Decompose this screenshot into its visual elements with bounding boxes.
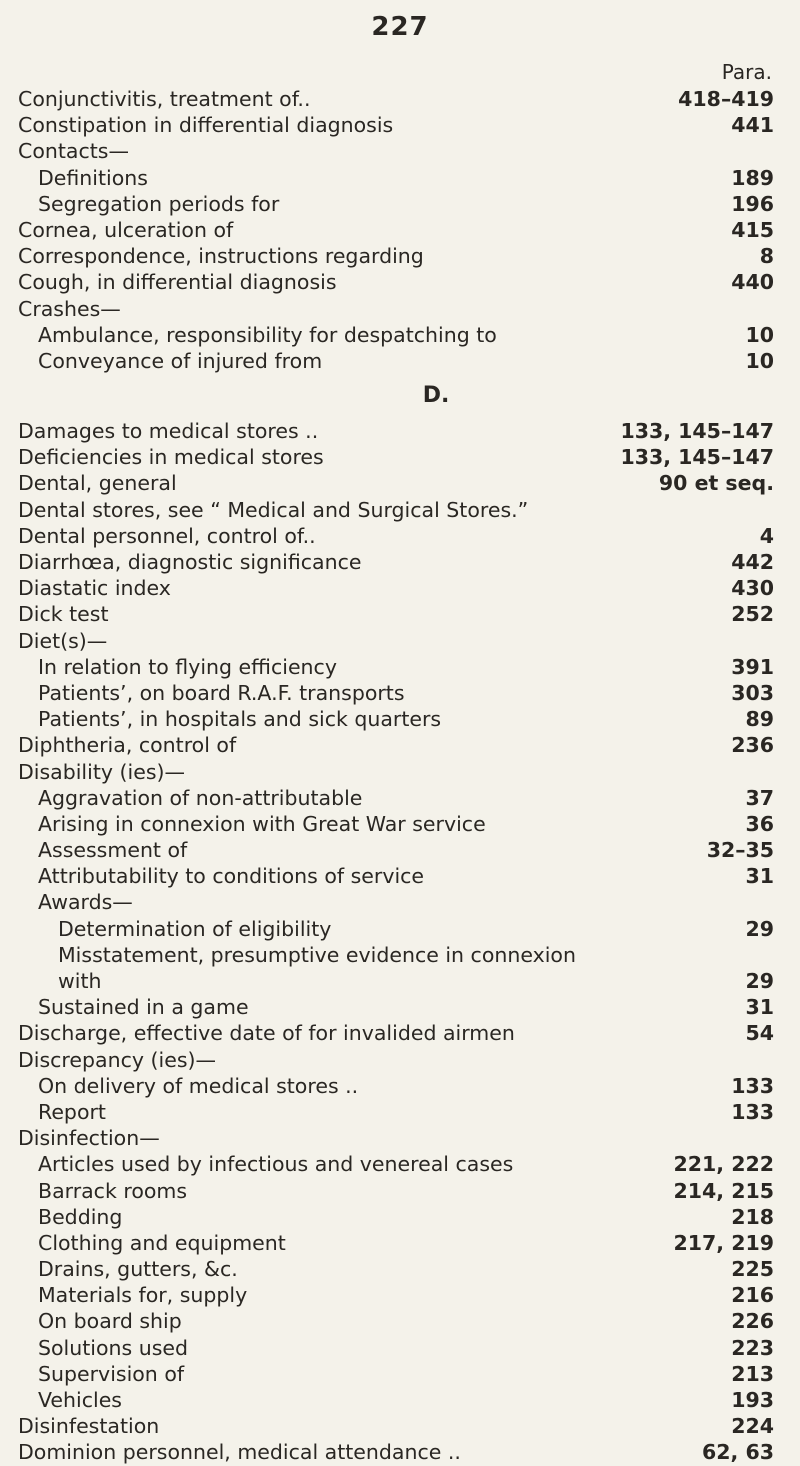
index-entry <box>18 86 774 112</box>
index-entry <box>18 1151 774 1177</box>
entry-paragraph-ref: 440 <box>731 270 774 295</box>
entry-paragraph-ref: 196 <box>731 191 774 216</box>
index-entry <box>18 732 774 758</box>
entry-paragraph-ref: 224 <box>731 1414 774 1439</box>
entry-paragraph-ref: 90 et seq. <box>658 471 774 496</box>
entry-text: Correspondence, instructions regarding <box>18 244 424 269</box>
entry-text: Supervision of <box>38 1361 185 1386</box>
entry-paragraph-ref: 225 <box>731 1257 774 1282</box>
index-entry <box>18 680 774 706</box>
entry-text: Diphtheria, control of <box>18 733 237 758</box>
index-entry <box>18 444 774 470</box>
entry-paragraph-ref: 37 <box>745 785 774 810</box>
index-entry <box>18 1204 774 1230</box>
entry-text: Definitions <box>38 165 148 190</box>
entry-text: Attributability to conditions of service <box>38 864 425 889</box>
entry-paragraph-ref: 216 <box>731 1283 774 1308</box>
index-entry <box>18 243 774 269</box>
entry-text: Discharge, effective date of for invalided airmen <box>18 1021 515 1046</box>
entry-text: Segregation periods for <box>38 191 280 216</box>
entry-text: Solutions used <box>38 1335 189 1360</box>
index-entry <box>18 994 774 1020</box>
entry-paragraph-ref: 62, 63 <box>702 1440 774 1465</box>
entry-paragraph-ref: 133 <box>731 1099 774 1124</box>
index-entry <box>18 418 774 444</box>
index-entry <box>18 138 774 164</box>
index-entries <box>18 86 774 1466</box>
index-entry <box>18 601 774 627</box>
index-entry <box>18 1230 774 1256</box>
index-entry <box>18 785 774 811</box>
entry-paragraph-ref: 31 <box>745 864 774 889</box>
index-entry <box>18 217 774 243</box>
entry-paragraph-ref: 221, 222 <box>673 1152 774 1177</box>
entry-text: In relation to flying efficiency <box>38 654 337 679</box>
entry-text: Report <box>38 1099 106 1124</box>
entry-paragraph-ref: 36 <box>745 811 774 836</box>
entry-paragraph-ref: 8 <box>759 244 774 269</box>
index-entry <box>18 1439 774 1465</box>
index-entry <box>18 1020 774 1046</box>
entry-text: Dental stores, see “ Medical and Surgical Stores.” <box>18 497 529 522</box>
entry-text: Conjunctivitis, treatment of.. <box>18 87 311 111</box>
entry-paragraph-ref: 189 <box>731 165 774 190</box>
entry-text: Crashes— <box>18 296 121 321</box>
entry-paragraph-ref: 214, 215 <box>673 1178 774 1203</box>
index-entry <box>18 497 774 523</box>
entry-paragraph-ref: 29 <box>745 916 774 941</box>
entry-text: Determination of eligibility <box>58 916 332 941</box>
entry-text: Materials for, supply <box>38 1283 248 1308</box>
entry-paragraph-ref: 418–419 <box>678 87 774 111</box>
entry-paragraph-ref: 441 <box>731 113 774 138</box>
entry-paragraph-ref: 29 <box>745 969 774 993</box>
index-entry <box>18 269 774 295</box>
entry-text: Vehicles <box>38 1388 122 1412</box>
entry-paragraph-ref: 218 <box>731 1204 774 1229</box>
index-entry <box>18 654 774 680</box>
entry-text: with <box>58 969 102 993</box>
entry-text: Contacts— <box>18 139 129 164</box>
index-entry <box>18 112 774 138</box>
entry-text: Conveyance of injured from <box>38 348 323 373</box>
entry-text: Sustained in a game <box>38 995 249 1020</box>
entry-paragraph-ref: 54 <box>745 1021 774 1046</box>
entry-text: Barrack rooms <box>38 1178 188 1203</box>
entry-paragraph-ref: 89 <box>745 707 774 732</box>
index-entry <box>18 191 774 217</box>
index-entry <box>18 1413 774 1439</box>
entry-text: Diarrhœa, diagnostic significance <box>18 550 362 574</box>
index-entry <box>18 1073 774 1099</box>
entry-paragraph-ref: 303 <box>731 680 774 705</box>
index-entry <box>18 1125 774 1151</box>
index-entry <box>18 322 774 348</box>
entry-text: Deficiencies in medical stores <box>18 445 324 470</box>
entry-paragraph-ref: 133, 145–147 <box>620 445 774 470</box>
index-entry <box>18 628 774 654</box>
index-entry <box>18 706 774 732</box>
index-entry <box>18 837 774 863</box>
index-entry <box>18 1047 774 1073</box>
entry-text: Dental personnel, control of.. <box>18 523 316 548</box>
index-entry <box>18 348 774 374</box>
entry-paragraph-ref: 133, 145–147 <box>620 419 774 444</box>
entry-text: Dick test <box>18 602 109 627</box>
entry-text: Patients’, on board R.A.F. transports <box>38 680 405 705</box>
index-entry <box>18 470 774 496</box>
entry-text: Disability (ies)— <box>18 759 185 784</box>
entry-text: Patients’, in hospitals and sick quarters <box>38 707 442 732</box>
index-entry <box>18 889 774 915</box>
entry-paragraph-ref: 391 <box>731 654 774 679</box>
index-entry <box>18 811 774 837</box>
entry-paragraph-ref: 32–35 <box>706 838 774 863</box>
entry-text: Discrepancy (ies)— <box>18 1047 216 1072</box>
entry-text: Disinfection— <box>18 1126 160 1151</box>
entry-paragraph-ref: 193 <box>731 1388 774 1412</box>
index-entry <box>18 1256 774 1282</box>
entry-text: Bedding <box>38 1204 123 1229</box>
entry-paragraph-ref: 133 <box>731 1073 774 1098</box>
entry-text: Clothing and equipment <box>38 1230 286 1255</box>
entry-paragraph-ref: 252 <box>731 602 774 627</box>
index-entry <box>18 1178 774 1204</box>
entry-text: Diastatic index <box>18 576 171 601</box>
para-column-header: Para. <box>721 60 772 84</box>
index-entry <box>18 863 774 889</box>
entry-text: Dominion personnel, medical attendance .. <box>18 1440 461 1465</box>
page-number: 227 <box>371 12 429 42</box>
entry-text: Misstatement, presumptive evidence in connexion <box>58 942 576 967</box>
entry-paragraph-ref: 430 <box>731 576 774 601</box>
entry-text: Cough, in differential diagnosis <box>18 270 337 295</box>
entry-text: Ambulance, responsibility for despatching to <box>38 322 497 347</box>
index-entry <box>18 759 774 785</box>
entry-text: Drains, gutters, &c. <box>38 1257 238 1282</box>
entry-text: Articles used by infectious and venereal cases <box>38 1152 514 1177</box>
index-entry <box>18 575 774 601</box>
index-entry <box>18 165 774 191</box>
entry-text: Disinfestation <box>18 1414 160 1439</box>
entry-paragraph-ref: 226 <box>731 1309 774 1334</box>
entry-paragraph-ref: 4 <box>759 523 774 548</box>
entry-paragraph-ref: 213 <box>731 1361 774 1386</box>
entry-paragraph-ref: 10 <box>745 322 774 347</box>
entry-paragraph-ref: 415 <box>731 217 774 242</box>
entry-text: Damages to medical stores .. <box>18 419 319 444</box>
index-entry <box>18 296 774 322</box>
section-heading: D. <box>422 383 450 409</box>
index-entry <box>18 942 774 968</box>
entry-text: Aggravation of non-attributable <box>38 785 363 810</box>
index-entry <box>18 1308 774 1334</box>
index-entry <box>18 1282 774 1308</box>
entry-text: Diet(s)— <box>18 628 108 653</box>
entry-paragraph-ref: 442 <box>731 550 774 574</box>
entry-paragraph-ref: 31 <box>745 995 774 1020</box>
entry-text: Awards— <box>38 890 133 915</box>
entry-text: Constipation in differential diagnosis <box>18 113 394 138</box>
entry-paragraph-ref: 217, 219 <box>673 1230 774 1255</box>
entry-text: Dental, general <box>18 471 177 496</box>
entry-paragraph-ref: 236 <box>731 733 774 758</box>
entry-paragraph-ref: 223 <box>731 1335 774 1360</box>
index-entry <box>18 968 774 994</box>
index-entry <box>18 523 774 549</box>
index-entry <box>18 1361 774 1387</box>
index-entry <box>18 1099 774 1125</box>
index-entry <box>18 549 774 575</box>
entry-text: On board ship <box>38 1309 182 1334</box>
entry-text: Arising in connexion with Great War service <box>38 811 486 836</box>
index-entry <box>18 1387 774 1413</box>
entry-text: On delivery of medical stores .. <box>38 1073 359 1098</box>
entry-text: Cornea, ulceration of <box>18 217 234 242</box>
entry-paragraph-ref: 10 <box>745 348 774 373</box>
entry-text: Assessment of <box>38 838 188 863</box>
index-entry <box>18 916 774 942</box>
